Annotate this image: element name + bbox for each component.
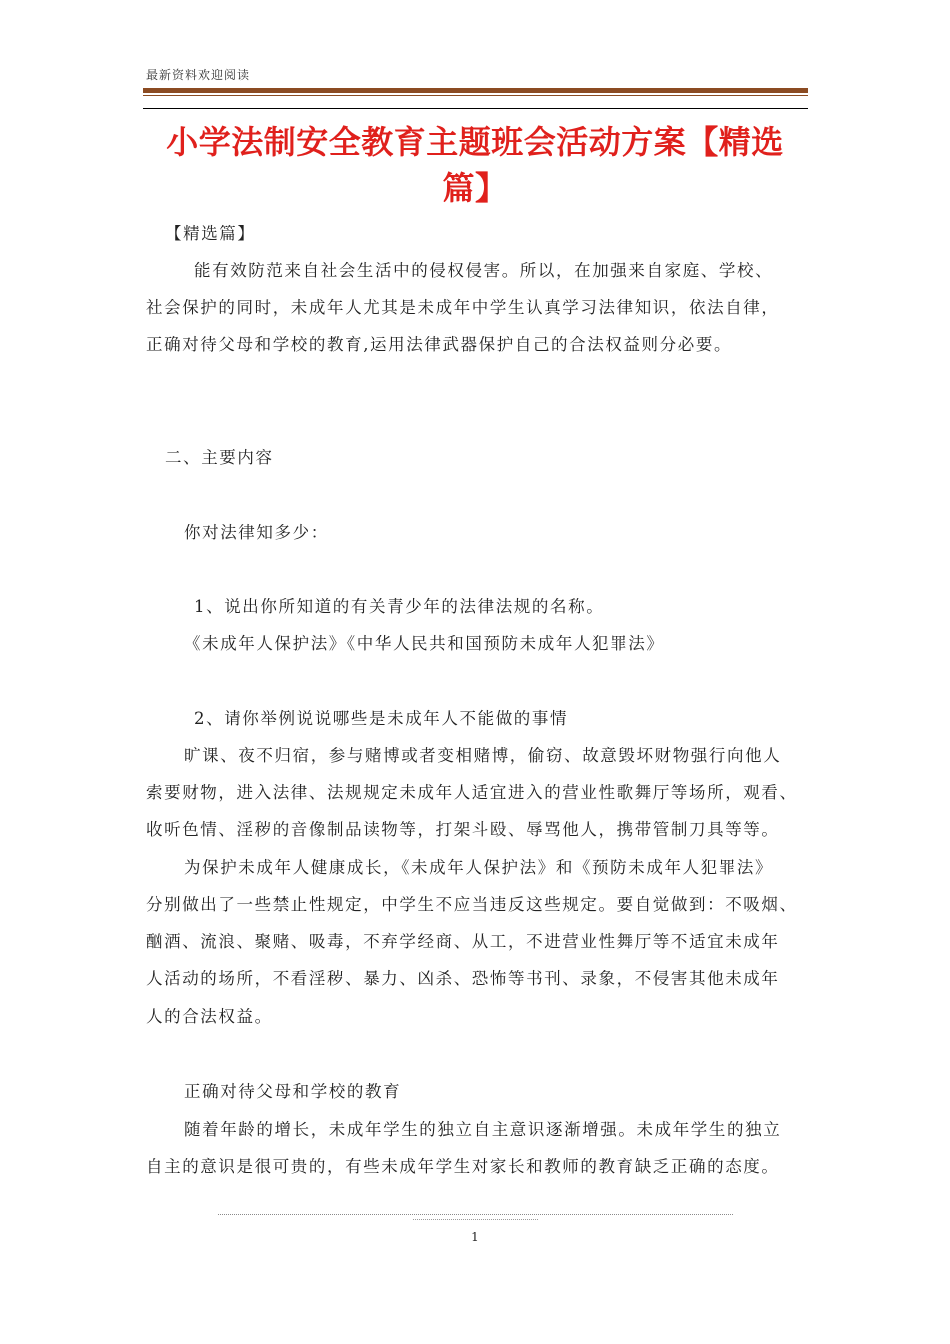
protection-para-line-4: 人活动的场所，不看淫秽、暴力、凶杀、恐怖等书刊、录象，不侵害其他未成年 (146, 969, 780, 988)
section-heading-main-content: 二、主要内容 (165, 448, 274, 467)
protection-para-line-5: 人的合法权益。 (146, 1007, 273, 1026)
header-rule-thick (143, 88, 808, 93)
item-2-answer-line-1: 旷课、夜不归宿，参与赌博或者变相赌博，偷窃、故意毁坏财物强行向他人 (184, 746, 782, 765)
item-1: 1、说出你所知道的有关青少年的法律法规的名称。 (194, 597, 605, 616)
document-title-line-1: 小学法制安全教育主题班会活动方案【精选 (166, 123, 784, 161)
question-heading: 你对法律知多少： (184, 523, 329, 542)
protection-para-line-2: 分别做出了一些禁止性规定，中学生不应当违反这些规定。要自觉做到：不吸烟、 (146, 895, 798, 914)
document-title (145, 119, 805, 211)
intro-line-2: 社会保护的同时，未成年人尤其是未成年中学生认真学习法律知识，依法自律， (146, 298, 780, 317)
document-title-line-2: 篇】 (442, 169, 508, 207)
final-para-line-2: 自主的意识是很可贵的，有些未成年学生对家长和教师的教育缺乏正确的态度。 (146, 1157, 780, 1176)
law-names: 《未成年人保护法》《中华人民共和国预防未成年人犯罪法》 (184, 634, 665, 653)
intro-line-3: 正确对待父母和学校的教育,运用法律武器保护自己的合法权益则分必要。 (146, 335, 733, 354)
header-rule-bottom (143, 108, 808, 109)
item-2: 2、请你举例说说哪些是未成年人不能做的事情 (194, 709, 569, 728)
protection-para-line-3: 酗酒、流浪、聚赌、吸毒，不弃学经商、从工，不进营业性舞厅等不适宜未成年 (146, 932, 780, 951)
footer-rule-short (413, 1219, 538, 1220)
header-rule-thin (143, 95, 808, 96)
final-para-line-1: 随着年龄的增长，未成年学生的独立自主意识逐渐增强。未成年学生的独立 (184, 1120, 782, 1139)
page-header-text: 最新资料欢迎阅读 (146, 68, 251, 82)
intro-line-1: 能有效防范来自社会生活中的侵权侵害。所以，在加强来自家庭、学校、 (194, 261, 774, 280)
protection-para-line-1: 为保护未成年人健康成长，《未成年人保护法》和《预防未成年人犯罪法》 (184, 858, 774, 877)
footer-rule (218, 1214, 733, 1215)
selected-tag: 【精选篇】 (165, 224, 256, 243)
page-number: 1 (471, 1230, 479, 1244)
item-2-answer-line-2: 索要财物，进入法律、法规规定未成年人适宜进入的营业性歌舞厅等场所，观看、 (146, 783, 798, 802)
subheading-parents-school: 正确对待父母和学校的教育 (184, 1082, 402, 1101)
item-2-answer-line-3: 收听色情、淫秽的音像制品读物等，打架斗殴、辱骂他人，携带管制刀具等等。 (146, 820, 780, 839)
